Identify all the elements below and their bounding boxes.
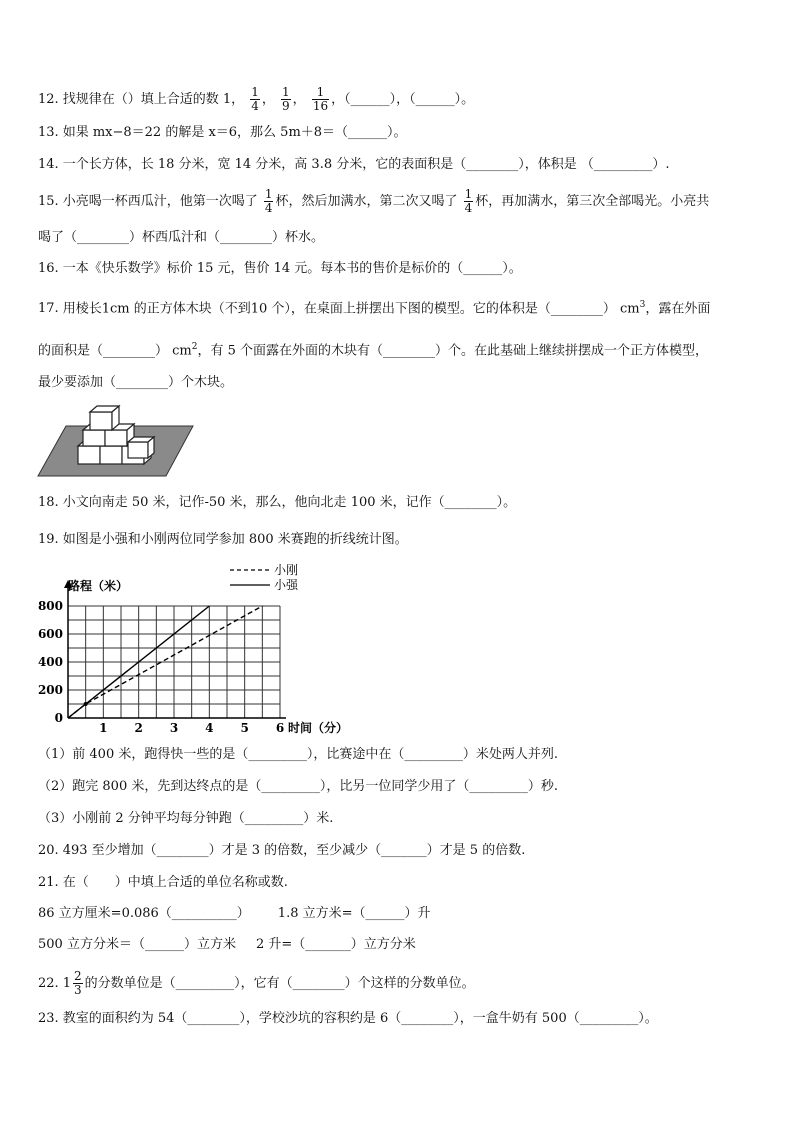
- question-17: 17. 用棱长1cm 的正方体木块（不到10 个），在桌面上拼摆出下图的模型。它的体积是（________） $cm^3$，露在外面: [38, 300, 711, 317]
- question-17-line3: 最少要添加（________）个木块。: [38, 375, 234, 390]
- question-19-part-2: （2）跑完 800 米，先到达终点的是（_________），比另一位同学少用了（_________）秒.: [38, 779, 558, 794]
- question-15: 15. 小亮喝一杯西瓜汁，他第一次喝了 $\frac{1}{4}$ 杯，然后加满水，第二次又喝了 $\frac{1}{4}$ 杯，再加满水，第三次全部喝光。小亮共: [38, 187, 710, 215]
- question-18: 18. 小文向南走 50 米，记作-50 米，那么，他向北走 100 米，记作（________）。: [38, 495, 517, 510]
- x-tick-label: 2: [134, 721, 143, 735]
- data-point: [84, 702, 88, 706]
- chart-grid: [68, 606, 280, 718]
- question-21-row1: 86 立方厘米=0.086（__________） 1.8 立方米=（______）升: [38, 906, 431, 921]
- x-tick-label: 4: [205, 721, 214, 735]
- fraction: $\frac{1}{4}$: [464, 187, 473, 215]
- fraction: $\frac{1}{9}$: [282, 85, 290, 113]
- cube-model-figure: [38, 398, 198, 478]
- legend-label: 小刚: [274, 563, 299, 577]
- question-15-line2: 喝了（________）杯西瓜汁和（________）杯水。: [38, 230, 325, 245]
- question-13: 13. 如果 mx−8＝22 的解是 x＝6，那么 5m＋8＝（______）。: [38, 125, 407, 140]
- y-tick-label: 600: [37, 627, 63, 641]
- x-axis-label: 时间（分）: [288, 721, 349, 735]
- y-tick-label: 800: [37, 599, 63, 613]
- fraction: $\frac{1}{16}$: [312, 85, 329, 113]
- x-tick-label: 3: [169, 721, 179, 735]
- line-chart: [30, 558, 349, 738]
- x-tick-label: 5: [240, 721, 249, 735]
- question-22: 22. 1 $\frac{2}{3}$ 的分数单位是（_________），它有（________）个这样的分数单位。: [38, 969, 475, 997]
- y-tick-label: 0: [54, 711, 63, 725]
- y-tick-label: 400: [37, 655, 63, 669]
- question-23: 23. 教室的面积约为 54（________），学校沙坑的容积约是 6（________），一盒牛奶有 500（_________）。: [38, 1011, 658, 1026]
- question-12: 12. 找规律在（）填上合适的数 1， $\frac{1}{4}$ ， $\frac{1}{9}$ ， $\frac{1}{16}$ ，（______），（______）。: [38, 85, 475, 113]
- y-tick-label: 200: [37, 683, 63, 697]
- question-19-part-3: （3）小刚前 2 分钟平均每分钟跑（_________）米.: [38, 811, 334, 826]
- question-19: 19. 如图是小强和小刚两位同学参加 800 米赛跑的折线统计图。: [38, 532, 408, 547]
- question-19-part-1: （1）前 400 米，跑得快一些的是（_________），比赛途中在（_________）米处两人并列.: [38, 747, 558, 762]
- x-tick-label: 1: [99, 721, 108, 735]
- x-tick-label: 6: [275, 721, 285, 735]
- question-21: 21. 在（ ）中填上合适的单位名称或数.: [38, 875, 288, 890]
- fraction: $\frac{1}{4}$: [264, 187, 273, 215]
- question-20: 20. 493 至少增加（________）才是 3 的倍数，至少减少（_______）才是 5 的倍数.: [38, 843, 526, 858]
- question-16: 16. 一本《快乐数学》标价 15 元，售价 14 元。每本书的售价是标价的（______）。: [38, 261, 522, 276]
- question-21-row2: 500 立方分米＝（______）立方米 2 升=（_______）立方分米: [38, 937, 416, 952]
- question-14: 14. 一个长方体，长 18 分米，宽 14 分米，高 3.8 分米，它的表面积是（________），体积是 （_________）.: [38, 157, 670, 172]
- fraction: $\frac{2}{3}$: [73, 969, 82, 997]
- legend-label: 小强: [274, 578, 299, 592]
- chart-legend: [230, 562, 299, 592]
- y-axis-label: 路程（米）: [68, 579, 129, 593]
- fraction: $\frac{1}{4}$: [251, 85, 259, 113]
- question-17-line2: 的面积是（________） $cm^2$，有 5 个面露在外面的木块有（________）个。在此基础上继续拼摆成一个正方体模型，: [38, 342, 709, 359]
